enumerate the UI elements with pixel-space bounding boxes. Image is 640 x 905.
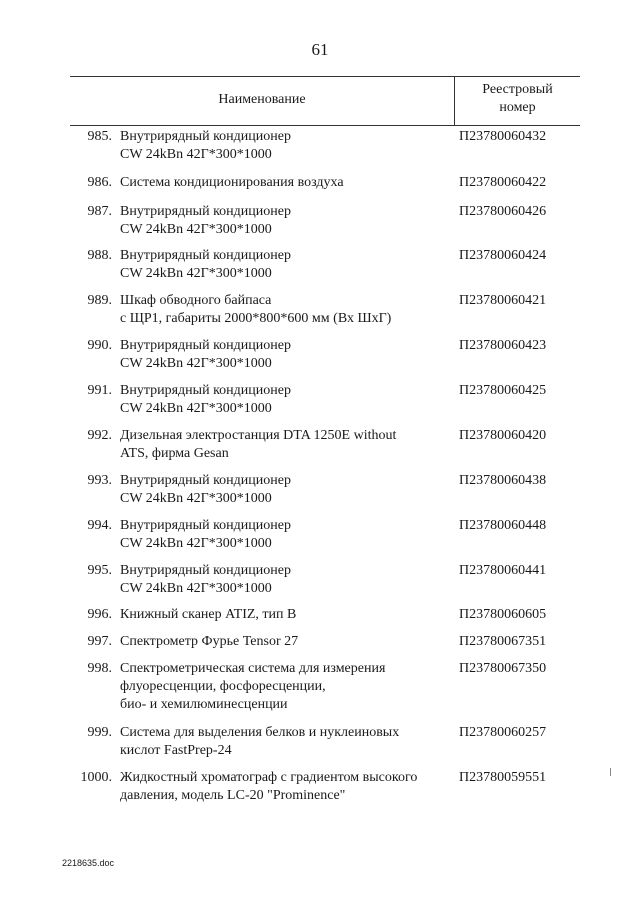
row-number: 998. — [87, 661, 112, 676]
row-number: 987. — [87, 204, 112, 219]
row-number: 993. — [87, 473, 112, 488]
row-name: Книжный сканер ATIZ, тип B — [120, 607, 297, 622]
file-name-footer: 2218635.doc — [62, 858, 115, 868]
row-name: Внутрирядный кондиционер CW 24kBn 42Г*300*1000 — [120, 473, 291, 506]
row-name: Спектрометрическая система для измерения флуоресценции, фосфоресценции, био- и хемилюминесценции — [120, 661, 386, 712]
row-name: Внутрирядный кондиционер CW 24kBn 42Г*300*1000 — [120, 204, 291, 237]
registry-label-line1: Реестровый — [482, 82, 553, 97]
row-registry-number: П23780060420 — [459, 428, 547, 443]
row-name: Внутрирядный кондиционер CW 24kBn 42Г*300*1000 — [120, 383, 291, 416]
row-name: Спектрометр Фурье Tensor 27 — [120, 634, 299, 649]
row-registry-number: П23780060605 — [459, 607, 547, 622]
row-number: 995. — [87, 563, 112, 578]
row-registry-number: П23780060438 — [459, 473, 547, 488]
row-name: Внутрирядный кондиционер CW 24kBn 42Г*300*1000 — [120, 338, 291, 371]
row-registry-number: П23780060424 — [459, 248, 547, 263]
row-registry-number: П23780060421 — [459, 293, 547, 308]
row-number: 997. — [87, 634, 112, 649]
page-number: 61 — [311, 40, 329, 59]
row-number: 989. — [87, 293, 112, 308]
column-header-registry — [455, 81, 580, 117]
row-name: Система для выделения белков и нуклеиновых кислот FastPrep-24 — [120, 725, 400, 758]
row-registry-number: П23780060432 — [459, 129, 547, 144]
row-name: Дизельная электростанция DTA 1250E without ATS, фирма Gesan — [120, 428, 397, 461]
row-number: 988. — [87, 248, 112, 263]
row-registry-number: П23780060426 — [459, 204, 547, 219]
registry-label-line2: номер — [499, 100, 536, 115]
row-registry-number: П23780060448 — [459, 518, 547, 533]
row-number: 996. — [87, 607, 112, 622]
row-registry-number: П23780060423 — [459, 338, 547, 353]
column-header-name: Наименование — [218, 92, 306, 107]
row-registry-number: П23780067350 — [459, 661, 547, 676]
row-name: Шкаф обводного байпаса с ЩР1, габариты 2000*800*600 мм (Вх ШхГ) — [120, 293, 392, 326]
row-number: 1000. — [80, 770, 112, 785]
scan-mark — [610, 768, 611, 776]
row-registry-number: П23780067351 — [459, 634, 547, 649]
row-name: Внутрирядный кондиционер CW 24kBn 42Г*300*1000 — [120, 248, 291, 281]
row-registry-number: П23780059551 — [459, 770, 547, 785]
row-name: Внутрирядный кондиционер CW 24kBn 42Г*300*1000 — [120, 518, 291, 551]
row-name: Жидкостный хроматограф с градиентом высокого давления, модель LC-20 "Prominence" — [120, 770, 418, 803]
row-name: Внутрирядный кондиционер CW 24kBn 42Г*300*1000 — [120, 563, 291, 596]
row-name: Система кондиционирования воздуха — [120, 175, 344, 190]
row-registry-number: П23780060422 — [459, 175, 547, 190]
row-number: 985. — [87, 129, 112, 144]
row-name: Внутрирядный кондиционер CW 24kBn 42Г*300*1000 — [120, 129, 291, 162]
row-number: 990. — [87, 338, 112, 353]
table-header — [70, 76, 580, 126]
row-number: 992. — [87, 428, 112, 443]
row-number: 994. — [87, 518, 112, 533]
row-registry-number: П23780060441 — [459, 563, 547, 578]
row-number: 999. — [87, 725, 112, 740]
row-number: 986. — [87, 175, 112, 190]
row-registry-number: П23780060257 — [459, 725, 547, 740]
row-number: 991. — [87, 383, 112, 398]
row-registry-number: П23780060425 — [459, 383, 547, 398]
